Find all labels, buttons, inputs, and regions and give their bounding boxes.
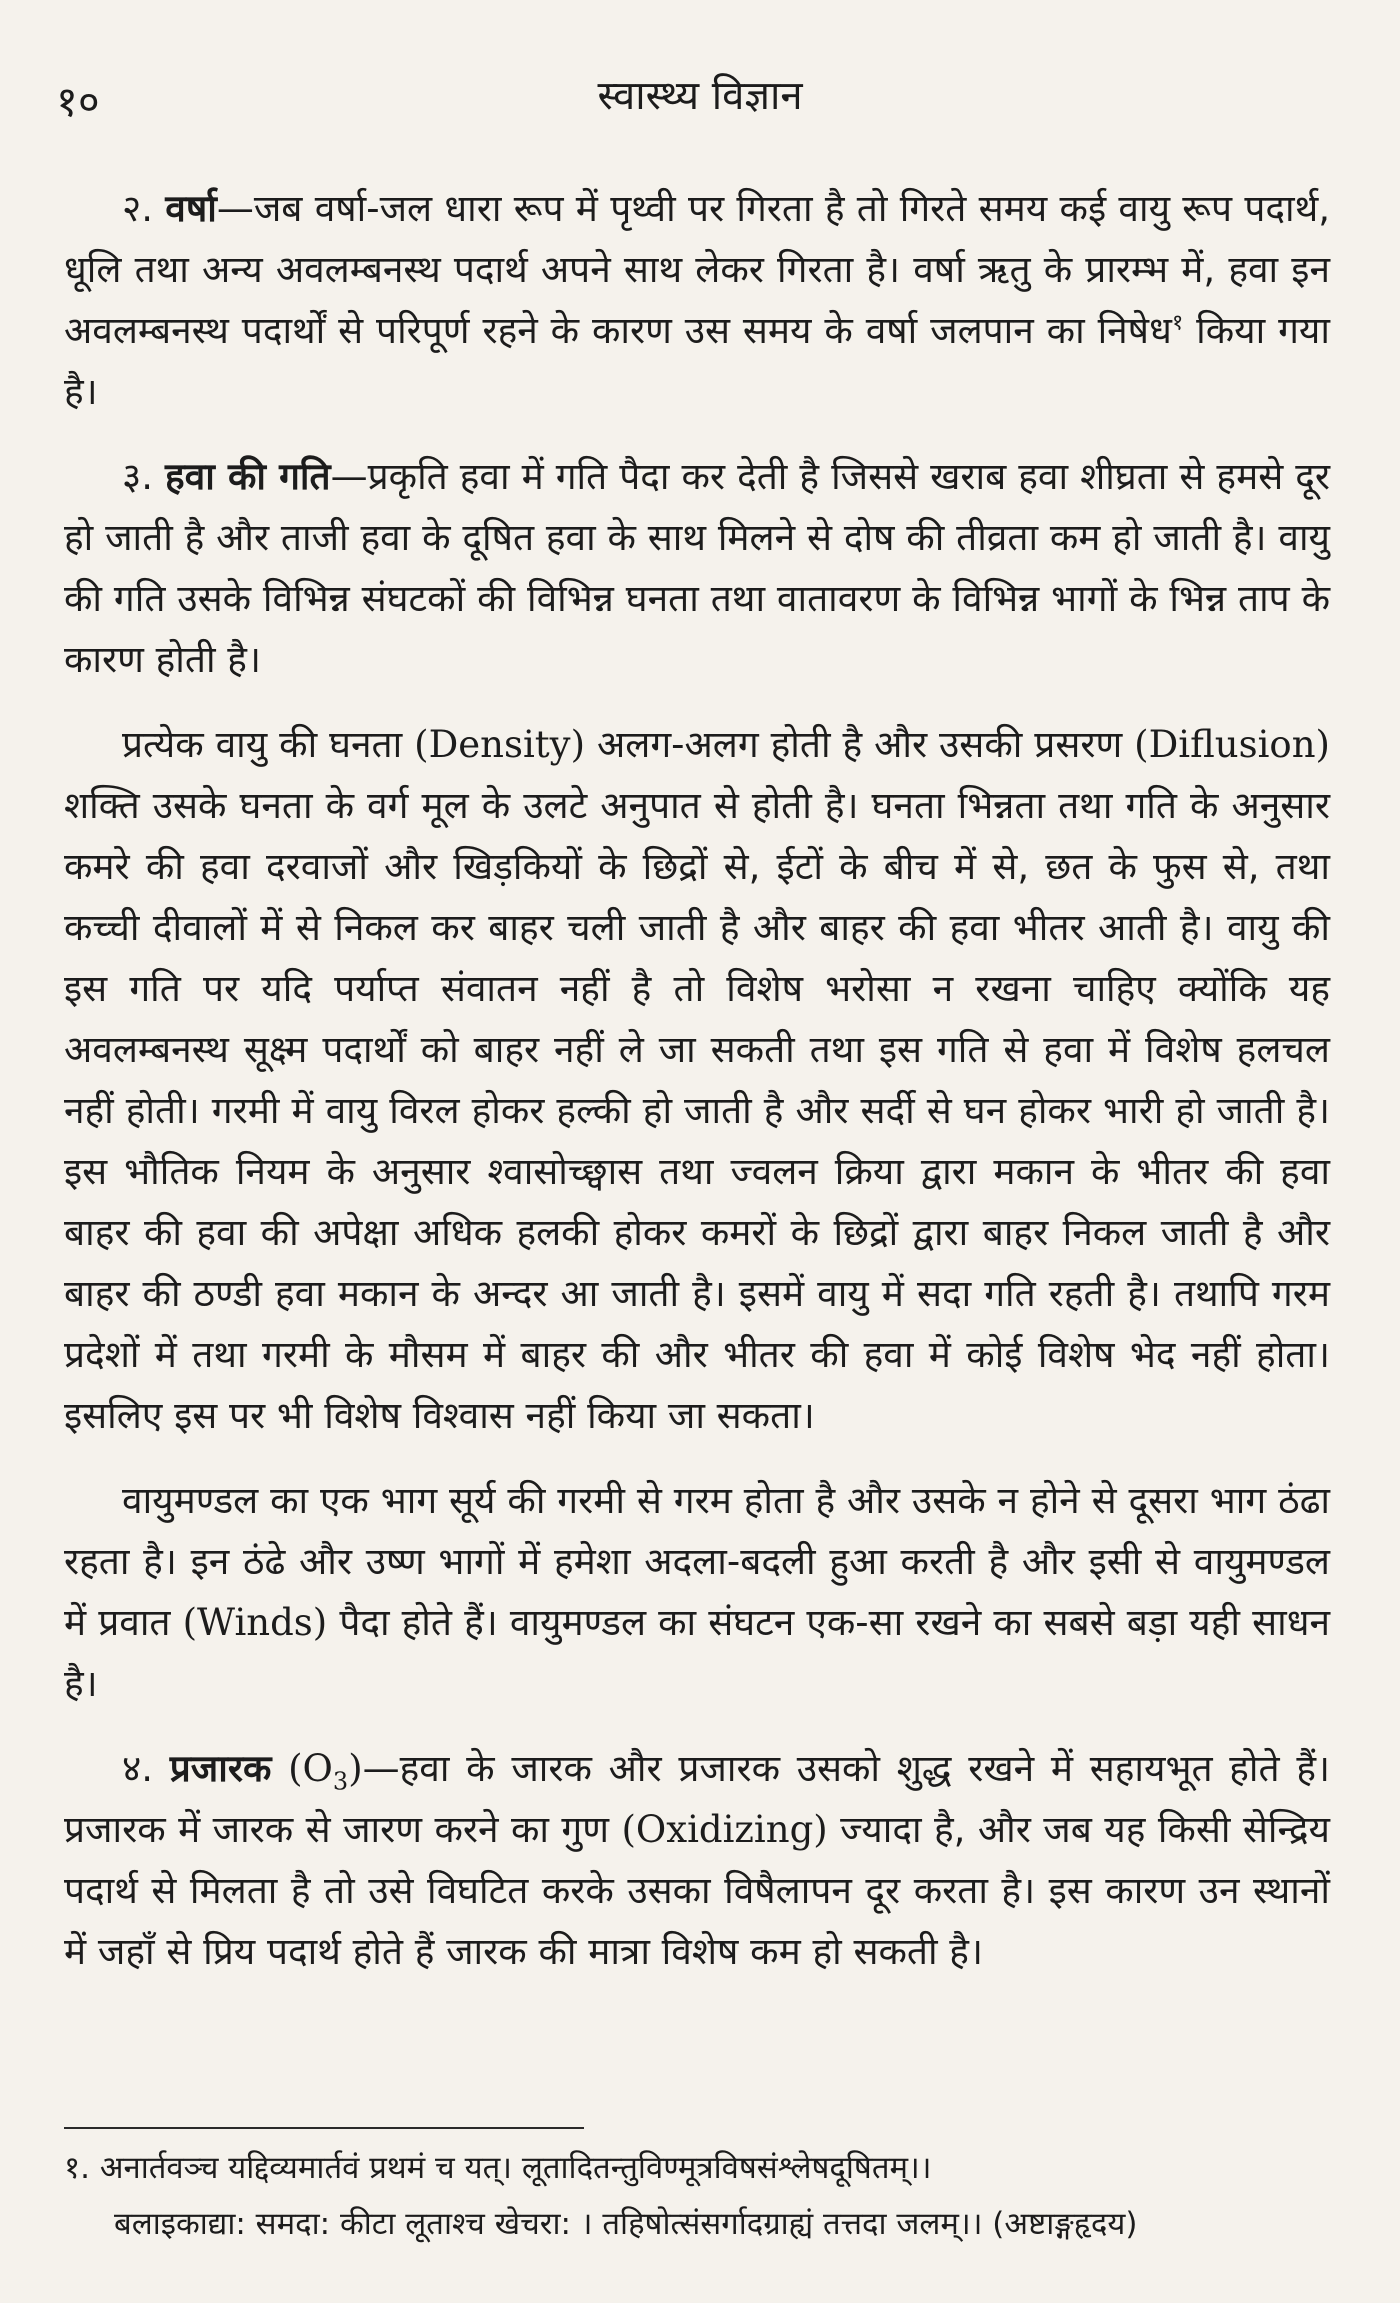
- section-number: २.: [122, 187, 166, 230]
- latin-term-diffusion: (Diflusion): [1134, 723, 1330, 766]
- paragraph-text: पैदा होते हैं। वायुमण्डल का संघटन एक-सा रखने का सबसे बड़ा यही साधन है।: [64, 1601, 1330, 1705]
- section-heading-varsha: वर्षा: [165, 187, 217, 230]
- page-number: १०: [56, 77, 100, 126]
- section-heading-prajarak: प्रजारक: [169, 1747, 272, 1790]
- paragraph-text: —जब वर्षा-जल धारा रूप में पृथ्वी पर गिरता है तो गिरते समय कई वायु रूप पदार्थ, धूलि तथा अन्य अवलम्बनस्थ पदार्थ अपने साथ लेकर गिरता है। वर्षा ऋतु के प्रारम्भ में, हवा इन अवलम्बनस्थ पदार्थों से परिपूर्ण रहने के कारण उस समय के वर्षा जलपान का निषेध: [64, 187, 1331, 352]
- paragraph-varsha: [64, 178, 1330, 422]
- paragraph-text: वायुमण्डल का एक भाग सूर्य की गरमी से गरम होता है और उसके न होने से दूसरा भाग ठंढा रहता है। इन ठंढे और उष्ण भागों में हमेशा अदला-बदली हुआ करती है और इसी से वायुमण्डल में प्रवात: [64, 1479, 1330, 1644]
- latin-term-density: (Density): [414, 723, 586, 766]
- body-text: [64, 178, 1330, 2006]
- paragraph-text: अलग-अलग होती है और उसकी प्रसरण: [585, 723, 1135, 766]
- section-heading-hava-ki-gati: हवा की गति: [165, 455, 331, 498]
- paragraph-text: —हवा के जारक और प्रजारक उसको शुद्ध रखने में सहायभूत होते हैं। प्रजारक में जारक से जारण करने का गुण: [64, 1747, 1331, 1851]
- latin-term-winds: (Winds): [182, 1601, 328, 1644]
- section-number: ३.: [122, 455, 166, 498]
- paragraph-text: ज्यादा है, और जब यह किसी सेन्द्रिय पदार्थ से मिलता है तो उसे विघटित करके उसका विषैलापन दूर करता है। इस कारण उन स्थानों में जहाँ से प्रिय पदार्थ होते हैं जारक की मात्रा विशेष कम हो सकती है।: [64, 1808, 1330, 1973]
- footnote-line-2: बलाइकाद्या: समदा: कीटा लूताश्च खेचरा: । तहिषोत्संसर्गादग्राह्यं तत्तदा जलम्।। (अष्टाङ्गहृदय): [114, 2206, 1138, 2242]
- footnotes: [64, 2140, 1330, 2252]
- formula-subscript: 3: [332, 1767, 349, 1796]
- paragraph-text: किया गया है।: [64, 309, 1330, 413]
- paragraph-text: प्रत्येक वायु की घनता: [122, 723, 415, 766]
- section-number: ४.: [122, 1747, 170, 1790]
- latin-term-oxidizing: (Oxidizing): [621, 1808, 828, 1851]
- formula-close: ): [348, 1747, 363, 1790]
- paragraph-winds: [64, 1470, 1330, 1714]
- footnote-marker: १: [1171, 310, 1184, 336]
- running-header: स्वास्थ्य विज्ञान: [597, 73, 803, 119]
- footnote-line-1: १. अनार्तवञ्च यद्दिव्यमार्तवं प्रथमं च यत्। लूतादितन्तुविण्मूत्रविषसंश्लेषदूषितम्।।: [64, 2150, 932, 2186]
- formula-open: (O: [271, 1747, 333, 1790]
- paragraph-hava-ki-gati: [64, 446, 1330, 690]
- paragraph-density: [64, 714, 1330, 1446]
- paragraph-text: —प्रकृति हवा में गति पैदा कर देती है जिससे खराब हवा शीघ्रता से हमसे दूर हो जाती है और ताजी हवा के दूषित हवा के साथ मिलने से दोष की तीव्रता कम हो जाती है। वायु की गति उसके विभिन्न संघटकों की विभिन्न घनता तथा वातावरण के विभिन्न भागों के भिन्न ताप के कारण होती है।: [64, 455, 1330, 681]
- paragraph-prajarak: [64, 1738, 1330, 1982]
- footnote-divider: [64, 2127, 584, 2129]
- paragraph-text: शक्ति उसके घनता के वर्ग मूल के उलटे अनुपात से होती है। घनता भिन्नता तथा गति के अनुसार कमरे की हवा दरवाजों और खिड़कियों के छिद्रों से, ईटों के बीच में से, छत के फुस से, तथा कच्ची दीवालों में से निकल कर बाहर चली जाती है और बाहर की हवा भीतर आती है। वायु की इस गति पर यदि पर्याप्त संवातन नहीं है तो विशेष भरोसा न रखना चाहिए क्योंकि यह अवलम्बनस्थ सूक्ष्म पदार्थों को बाहर नहीं ले जा सकती तथा इस गति से हवा में विशेष हलचल नहीं होती। गरमी में वायु विरल होकर हल्की हो जाती है और सर्दी से घन होकर भारी हो जाती है। इस भौतिक नियम के अनुसार श्वासोच्छ्वास तथा ज्वलन क्रिया द्वारा मकान के भीतर की हवा बाहर की हवा की अपेक्षा अधिक हलकी होकर कमरों के छिद्रों द्वारा बाहर निकल जाती है और बाहर की ठण्डी हवा मकान के अन्दर आ जाती है। इसमें वायु में सदा गति रहती है। तथापि गरम प्रदेशों में तथा गरमी के मौसम में बाहर की और भीतर की हवा में कोई विशेष भेद नहीं होता। इसलिए इस पर भी विशेष विश्वास नहीं किया जा सकता।: [64, 784, 1330, 1437]
